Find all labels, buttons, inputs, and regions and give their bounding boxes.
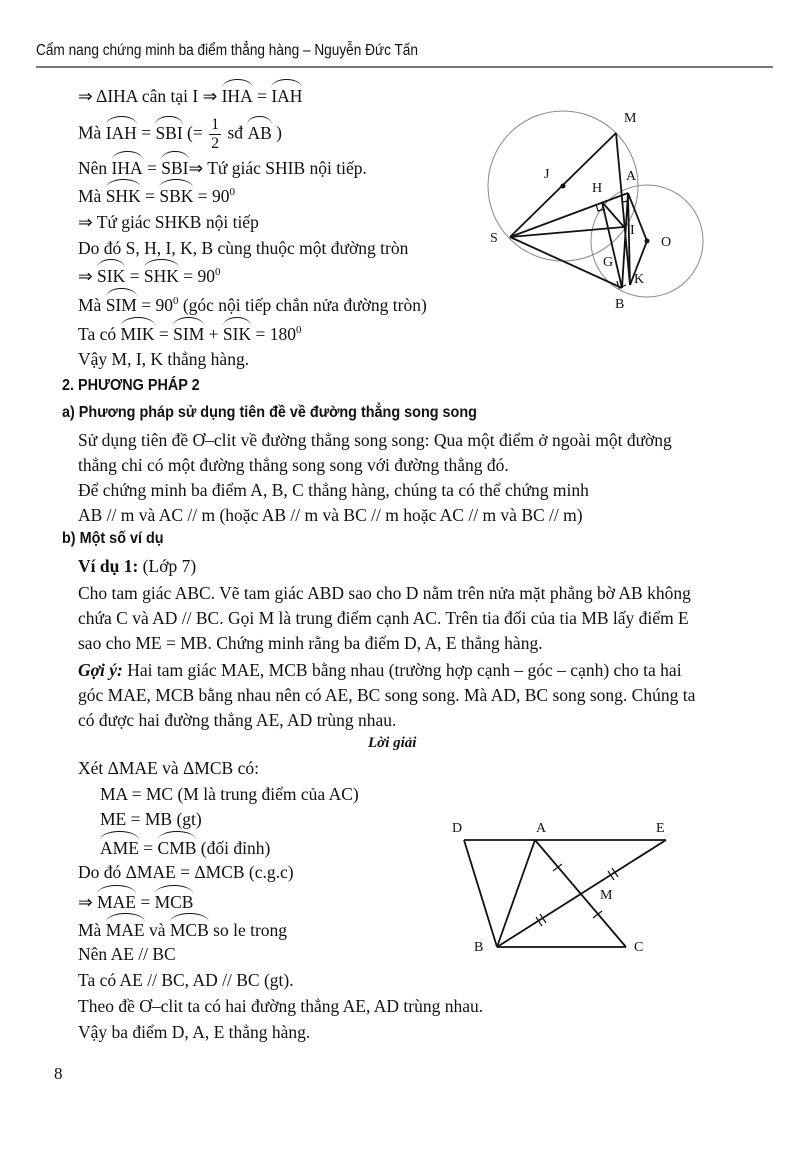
proof-line-6: Do đó S, H, I, K, B cùng thuộc một đường tròn <box>78 238 409 258</box>
angle-shk: SHK <box>143 266 179 286</box>
text: Ta có <box>78 324 117 344</box>
degree: 0 <box>229 186 236 199</box>
angle-sim: SIM <box>173 324 205 344</box>
label-a: A <box>626 169 637 184</box>
text: Hai tam giác MAE, MCB bằng nhau (trường hợp cạnh – góc – cạnh) cho ta hai <box>127 660 682 680</box>
solution-line <box>100 836 270 859</box>
solution-line: Theo đề Ơ–clit ta có hai đường thẳng AE, AD trùng nhau. <box>78 996 484 1016</box>
solution-line <box>78 890 193 913</box>
proof-line-10: Vậy M, I, K thẳng hàng. <box>78 349 250 369</box>
label-d: D <box>452 821 463 836</box>
equals: = <box>140 892 151 912</box>
angle-sbk: SBK <box>159 186 194 206</box>
figure-parallelogram-diagram <box>440 805 700 965</box>
solution-line: ME = MB (gt) <box>100 809 202 829</box>
tick-me-2 <box>612 868 618 877</box>
hint-line <box>78 660 682 681</box>
text: Mà <box>78 295 102 315</box>
text: = 90 <box>141 295 173 315</box>
segment-sa <box>510 193 628 237</box>
angle-iah: IAH <box>105 122 137 143</box>
example-heading <box>78 556 196 577</box>
text: (đối đỉnh) <box>200 838 271 858</box>
segment-hb <box>602 202 622 288</box>
text: ⇒ <box>78 892 93 912</box>
text: ) <box>276 122 282 143</box>
equals: = <box>257 86 267 106</box>
label-i: I <box>630 223 635 238</box>
figure-circles-diagram <box>480 90 720 330</box>
degree: 0 <box>296 324 302 337</box>
proof-line-5: ⇒ Tứ giác SHKB nội tiếp <box>78 212 259 232</box>
hint-line: góc MAE, MCB bằng nhau nên có AE, BC song song. Mà AD, BC song song. Chúng ta <box>78 685 696 705</box>
text: sđ <box>227 122 244 143</box>
angle-mae: MAE <box>105 920 145 940</box>
solution-line: Do đó ΔMAE = ΔMCB (c.g.c) <box>78 862 294 882</box>
angle-sik: SIK <box>97 266 126 286</box>
text: (góc nội tiếp chắn nửa đường tròn) <box>182 295 427 315</box>
solution-line: Vậy ba điểm D, A, E thẳng hàng. <box>78 1022 311 1042</box>
angle-mae: MAE <box>97 892 136 912</box>
angle-ihA: IHA <box>221 86 253 106</box>
angle-iha: IHA <box>111 158 143 178</box>
angle-ame: AME <box>100 838 139 858</box>
numerator: 1 <box>211 116 220 133</box>
point-j <box>561 184 566 189</box>
text: ⇒ ΔIHA cân tại I ⇒ <box>78 86 218 106</box>
proof-line-1 <box>78 84 302 107</box>
text: ⇒ Tứ giác SHIB nội tiếp. <box>188 158 367 178</box>
text: = 90 <box>183 266 216 286</box>
proof-line-3 <box>78 156 367 179</box>
angle-shk: SHK <box>105 186 141 206</box>
segment-ab <box>497 840 535 947</box>
angle-sbi: SBI <box>155 122 183 143</box>
point-o <box>645 239 650 244</box>
angle-iah: IAH <box>271 86 303 106</box>
label-c: C <box>634 940 644 955</box>
text: so le trong <box>213 920 288 940</box>
text: (= <box>187 122 203 143</box>
angle-sik: SIK <box>222 324 252 344</box>
equals: = <box>143 838 154 858</box>
subsection-a-title: a) Phương pháp sử dụng tiên đề về đường thẳng song song <box>62 404 477 421</box>
plus: + <box>208 324 219 344</box>
equals: = <box>129 266 140 286</box>
angle-mcb: MCB <box>154 892 194 912</box>
fraction-half <box>209 116 221 153</box>
paragraph-line: thẳng chỉ có một đường thẳng song song với đường thẳng đó. <box>78 455 509 475</box>
text: Mà <box>78 122 102 143</box>
equals: = <box>145 186 155 206</box>
arc-ab: AB <box>247 122 272 143</box>
solution-title: Lời giải <box>368 735 417 751</box>
paragraph-line: Để chứng minh ba điểm A, B, C thẳng hàng, chúng ta có thể chứng minh <box>78 480 589 500</box>
text: Mà <box>78 920 102 940</box>
proof-line-8 <box>78 293 427 316</box>
hint-line: có được hai đường thẳng AE, AD trùng nhau. <box>78 710 397 730</box>
degree: 0 <box>172 295 179 308</box>
angle-cmb: CMB <box>157 838 197 858</box>
paragraph-line: AB // m và AC // m (hoặc AB // m và BC // m hoặc AC // m và BC // m) <box>78 505 583 525</box>
proof-line-7 <box>78 264 221 287</box>
denominator: 2 <box>211 135 220 152</box>
label-m: M <box>600 888 613 903</box>
problem-line: Cho tam giác ABC. Vẽ tam giác ABD sao cho D nằm trên nửa mặt phẳng bờ AB không <box>78 583 691 603</box>
example-label: Ví dụ 1: <box>78 556 139 576</box>
solution-line: Xét ΔMAE và ΔMCB có: <box>78 758 259 778</box>
label-h: H <box>592 181 603 196</box>
header-rule <box>36 66 773 68</box>
solution-line <box>78 918 287 941</box>
text: Nên <box>78 158 108 178</box>
angle-sim: SIM <box>105 295 137 315</box>
segment-db <box>464 840 497 947</box>
running-header: Cẩm nang chứng minh ba điểm thẳng hàng – Nguyễn Đức Tấn <box>36 42 418 59</box>
solution-line: Ta có AE // BC, AD // BC (gt). <box>78 970 294 990</box>
proof-line-9 <box>78 322 302 345</box>
subsection-b-title: b) Một số ví dụ <box>62 530 164 547</box>
label-b: B <box>474 940 484 955</box>
solution-line: MA = MC (M là trung điểm của AC) <box>100 784 359 804</box>
hint-label: Gợi ý: <box>78 660 123 680</box>
text: và <box>148 920 166 940</box>
text: Mà <box>78 186 102 206</box>
text: = 90 <box>197 186 230 206</box>
label-a: A <box>536 821 547 836</box>
text: ⇒ <box>78 266 93 286</box>
label-m: M <box>624 111 637 126</box>
label-e: E <box>656 821 665 836</box>
equals: = <box>147 158 157 178</box>
paragraph-line: Sử dụng tiên đề Ơ–clit về đường thẳng song song: Qua một điểm ở ngoài một đường <box>78 430 672 450</box>
angle-mik: MIK <box>120 324 155 344</box>
proof-line-4 <box>78 184 235 207</box>
label-s: S <box>490 231 498 246</box>
angle-sbi: SBI <box>161 158 189 178</box>
solution-line: Nên AE // BC <box>78 944 176 964</box>
page-number: 8 <box>54 1064 63 1083</box>
angle-mcb: MCB <box>169 920 209 940</box>
label-k: K <box>634 272 645 287</box>
section-title: 2. PHƯƠNG PHÁP 2 <box>62 377 200 394</box>
example-grade: (Lớp 7) <box>142 556 197 576</box>
proof-line-2 <box>78 116 282 153</box>
figure-lines <box>510 133 647 288</box>
segment-be <box>497 840 666 947</box>
degree: 0 <box>215 266 221 279</box>
segment-si <box>510 227 624 237</box>
label-g: G <box>603 255 614 270</box>
problem-line: chứa C và AD // BC. Gọi M là trung điểm cạnh AC. Trên tia đối của tia MB lấy điểm E <box>78 608 689 628</box>
label-j: J <box>544 167 550 182</box>
problem-line: sao cho ME = MB. Chứng minh rằng ba điểm D, A, E thẳng hàng. <box>78 633 543 653</box>
equals: = <box>141 122 152 143</box>
label-b: B <box>615 297 625 312</box>
label-o: O <box>661 235 672 250</box>
text: = 180 <box>255 324 296 344</box>
equals: = <box>158 324 169 344</box>
